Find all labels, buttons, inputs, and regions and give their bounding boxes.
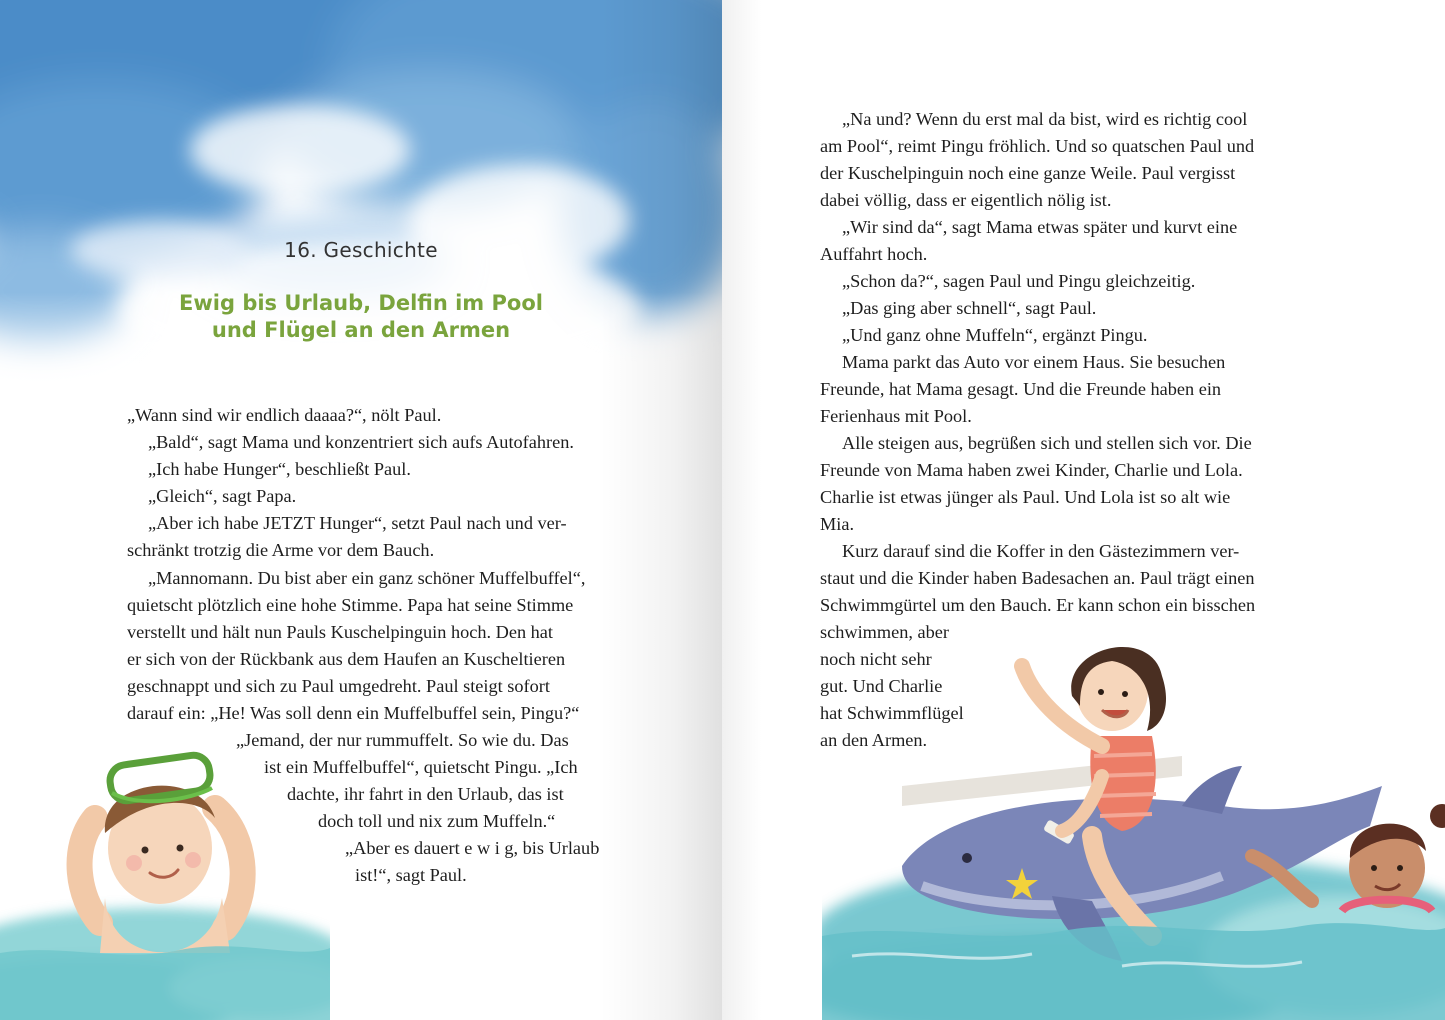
pool-dolphin-illustration xyxy=(822,636,1445,1020)
chapter-title-line-1: Ewig bis Urlaub, Delfin im Pool xyxy=(179,291,543,315)
chapter-title xyxy=(0,290,722,344)
text-line: dabei völlig, dass er eigentlich nölig ist. xyxy=(820,190,1112,210)
text-line: „Und ganz ohne Muffeln“, ergänzt Pingu. xyxy=(842,325,1148,345)
text-line: hat Schwimmflügel xyxy=(820,703,964,723)
text-line: staut und die Kinder haben Badesachen an. Paul trägt einen xyxy=(820,568,1255,588)
chapter-number: 16. Geschichte xyxy=(284,238,438,262)
text-line: am Pool“, reimt Pingu fröhlich. Und so quatschen Paul und xyxy=(820,136,1255,156)
text-line: „Aber ich habe JETZT Hunger“, setzt Paul nach und ver- xyxy=(148,513,567,533)
text-line: Mama parkt das Auto vor einem Haus. Sie besuchen xyxy=(842,352,1226,372)
text-line: „Schon da?“, sagen Paul und Pingu gleichzeitig. xyxy=(842,271,1196,291)
text-line: verstellt und hält nun Pauls Kuschelpinguin hoch. Den hat xyxy=(127,622,553,642)
text-line: geschnappt und sich zu Paul umgedreht. Paul steigt sofort xyxy=(127,676,550,696)
text-line: „Ich habe Hunger“, beschließt Paul. xyxy=(148,459,411,479)
chapter-title-line-2: und Flügel an den Armen xyxy=(211,318,511,342)
text-line: Charlie ist etwas jünger als Paul. Und Lola ist so alt wie xyxy=(820,487,1231,507)
text-line: Auffahrt hoch. xyxy=(820,244,928,264)
text-line: „Na und? Wenn du erst mal da bist, wird es richtig cool xyxy=(842,109,1248,129)
text-line: schwimmen, aber xyxy=(820,622,949,642)
text-line: darauf ein: „He! Was soll denn ein Muffelbuffel sein, Pingu?“ xyxy=(127,703,580,723)
text-line: Freunde, hat Mama gesagt. Und die Freunde haben ein xyxy=(820,379,1222,399)
gutter-shadow-right xyxy=(722,0,762,1020)
text-line: Kurz darauf sind die Koffer in den Gästezimmern ver- xyxy=(842,541,1240,561)
text-line: „Bald“, sagt Mama und konzentriert sich aufs Autofahren. xyxy=(148,432,574,452)
text-line: „Aber es dauert e w i g, bis Urlaub xyxy=(345,838,600,858)
text-line: quietscht plötzlich eine hohe Stimme. Papa hat seine Stimme xyxy=(127,595,574,615)
boy-with-goggles-illustration xyxy=(0,738,330,1020)
left-page xyxy=(0,0,722,1020)
text-line: an den Armen. xyxy=(820,730,928,750)
text-line: „Gleich“, sagt Papa. xyxy=(148,486,297,506)
text-line: ist!“, sagt Paul. xyxy=(355,865,467,885)
text-line: Freunde von Mama haben zwei Kinder, Charlie und Lola. xyxy=(820,460,1243,480)
text-line: gut. Und Charlie xyxy=(820,676,943,696)
text-line: Mia. xyxy=(820,514,855,534)
text-line: noch nicht sehr xyxy=(820,649,932,669)
text-line: doch toll und nix zum Muffeln.“ xyxy=(318,811,556,831)
text-line: dachte, ihr fahrt in den Urlaub, das ist xyxy=(287,784,564,804)
text-line: „Wann sind wir endlich daaaa?“, nölt Paul. xyxy=(127,405,442,425)
text-line: Schwimmgürtel um den Bauch. Er kann schon ein bisschen xyxy=(820,595,1256,615)
text-line: schränkt trotzig die Arme vor dem Bauch. xyxy=(127,540,435,560)
text-line: „Wir sind da“, sagt Mama etwas später und kurvt eine xyxy=(842,217,1238,237)
text-line: der Kuschelpinguin noch eine ganze Weile. Paul vergisst xyxy=(820,163,1236,183)
right-page xyxy=(722,0,1445,1020)
text-line: er sich von der Rückbank aus dem Haufen an Kuscheltieren xyxy=(127,649,566,669)
text-line: „Das ging aber schnell“, sagt Paul. xyxy=(842,298,1097,318)
text-line: „Mannomann. Du bist aber ein ganz schöner Muffelbuffel“, xyxy=(148,568,586,588)
text-line: Ferienhaus mit Pool. xyxy=(820,406,972,426)
text-line: Alle steigen aus, begrüßen sich und stellen sich vor. Die xyxy=(842,433,1252,453)
text-line: „Jemand, der nur rummuffelt. So wie du. Das xyxy=(236,730,569,750)
text-line: ist ein Muffelbuffel“, quietscht Pingu. „Ich xyxy=(264,757,578,777)
